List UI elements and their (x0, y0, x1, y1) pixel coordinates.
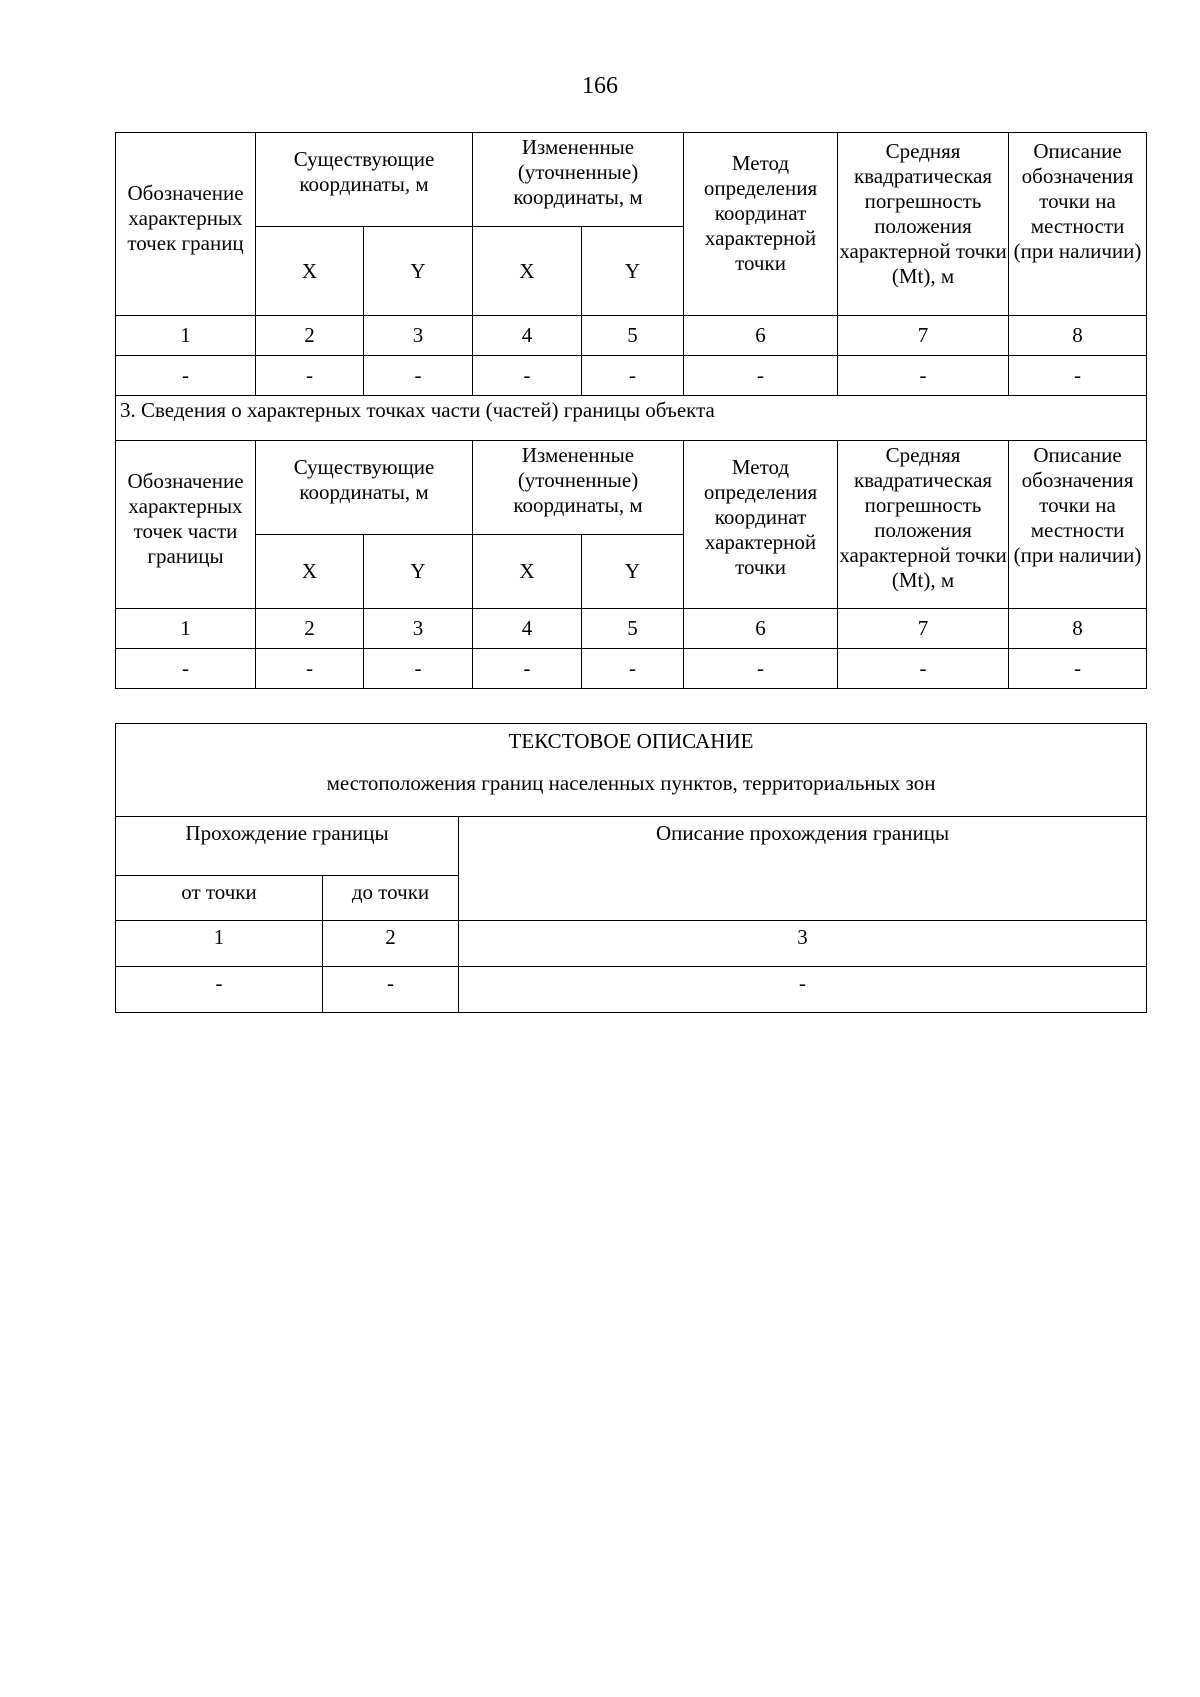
table-cell: - (838, 356, 1009, 396)
column-number: 3 (364, 609, 473, 649)
header-part-point-designation: Обозначение характерных точек части границы (116, 441, 256, 609)
table-row (116, 649, 1147, 689)
header-mean-error: Средняя квадратическая погрешность положения характерной точки (Mt), м (838, 441, 1009, 609)
header-existing-y: Y (364, 535, 473, 609)
header-existing-y: Y (364, 227, 473, 316)
header-existing-coordinates: Существующие координаты, м (256, 441, 473, 535)
header-to-point: до точки (323, 876, 459, 921)
characteristic-points-table (115, 132, 1147, 689)
table-row (116, 921, 1147, 967)
table-cell: - (684, 356, 838, 396)
header-passage-description: Описание прохождения границы (459, 817, 1147, 921)
table-cell: - (473, 356, 582, 396)
table-row (116, 356, 1147, 396)
table-cell: - (256, 356, 364, 396)
column-number: 4 (473, 609, 582, 649)
table-cell: - (1009, 649, 1147, 689)
table-cell: - (116, 649, 256, 689)
table-cell: - (116, 356, 256, 396)
header-changed-x: X (473, 227, 582, 316)
header-method: Метод определения координат характерной точки (684, 441, 838, 609)
header-existing-x: X (256, 227, 364, 316)
table-cell: - (256, 649, 364, 689)
column-number: 3 (459, 921, 1147, 967)
table-row (116, 609, 1147, 649)
header-from-point: от точки (116, 876, 323, 921)
table-row (116, 316, 1147, 356)
column-number: 2 (256, 609, 364, 649)
header-changed-coordinates: Измененные (уточненные) координаты, м (473, 441, 684, 535)
column-number: 3 (364, 316, 473, 356)
table-cell: - (364, 649, 473, 689)
column-number: 6 (684, 316, 838, 356)
section-3-title: 3. Сведения о характерных точках части (частей) границы объекта (116, 396, 1147, 441)
table-cell: - (582, 356, 684, 396)
table-row (116, 967, 1147, 1013)
column-number: 5 (582, 316, 684, 356)
header-method: Метод определения координат характерной точки (684, 133, 838, 316)
table-cell: - (323, 967, 459, 1013)
column-number: 8 (1009, 609, 1147, 649)
column-number: 6 (684, 609, 838, 649)
column-number: 4 (473, 316, 582, 356)
boundary-description-table (115, 723, 1147, 1013)
text-description-block (116, 724, 1147, 817)
header-point-description: Описание обозначения точки на местности (при наличии) (1009, 133, 1147, 316)
header-changed-y: Y (582, 535, 684, 609)
column-number: 7 (838, 316, 1009, 356)
column-number: 2 (256, 316, 364, 356)
table-cell: - (582, 649, 684, 689)
column-number: 1 (116, 921, 323, 967)
column-number: 7 (838, 609, 1009, 649)
table-cell: - (473, 649, 582, 689)
column-number: 2 (323, 921, 459, 967)
header-existing-x: X (256, 535, 364, 609)
header-point-designation: Обозначение характерных точек границ (116, 133, 256, 316)
header-mean-error: Средняя квадратическая погрешность положения характерной точки (Mt), м (838, 133, 1009, 316)
header-changed-x: X (473, 535, 582, 609)
header-point-description: Описание обозначения точки на местности (при наличии) (1009, 441, 1147, 609)
text-description-title: ТЕКСТОВОЕ ОПИСАНИЕ (508, 729, 754, 753)
table-cell: - (364, 356, 473, 396)
header-existing-coordinates: Существующие координаты, м (256, 133, 473, 227)
table-cell: - (838, 649, 1009, 689)
table-cell: - (459, 967, 1147, 1013)
text-description-subtitle: местоположения границ населенных пунктов, территориальных зон (326, 771, 936, 795)
header-changed-y: Y (582, 227, 684, 316)
header-changed-coordinates: Измененные (уточненные) координаты, м (473, 133, 684, 227)
table-cell: - (684, 649, 838, 689)
column-number: 5 (582, 609, 684, 649)
column-number: 1 (116, 609, 256, 649)
header-boundary-passage: Прохождение границы (116, 817, 459, 876)
table-cell: - (1009, 356, 1147, 396)
column-number: 8 (1009, 316, 1147, 356)
table-cell: - (116, 967, 323, 1013)
page-number: 166 (582, 73, 618, 99)
column-number: 1 (116, 316, 256, 356)
